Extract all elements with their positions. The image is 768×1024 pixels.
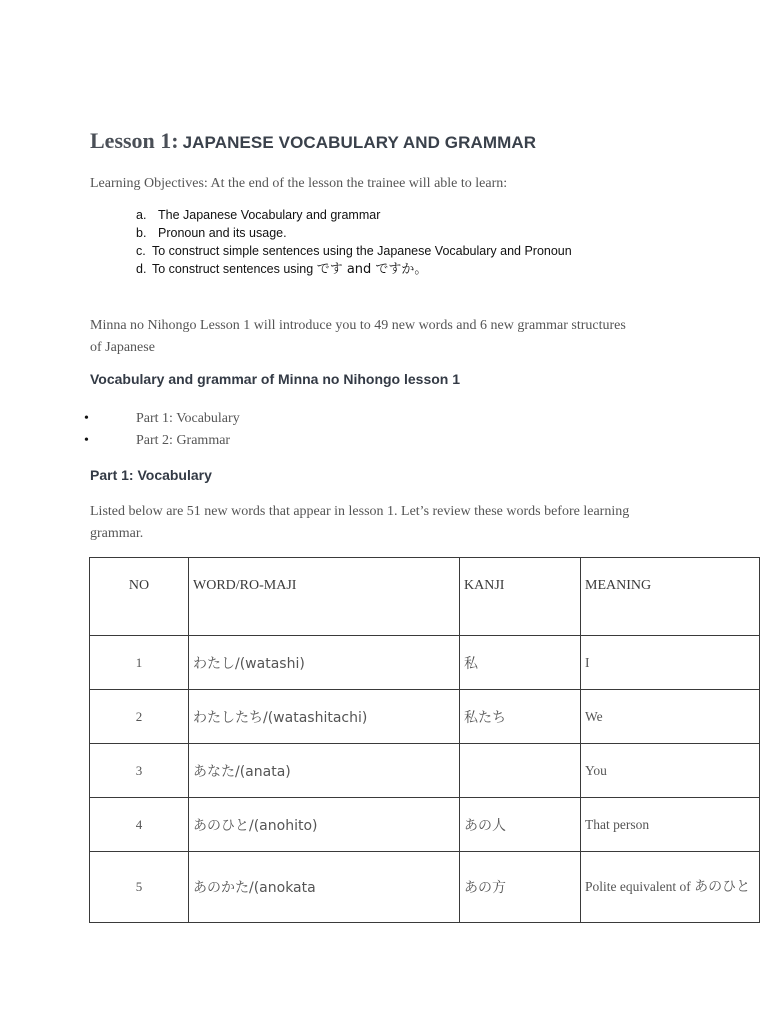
intro-paragraph — [90, 315, 690, 359]
bullet-icon: • — [84, 433, 89, 448]
column-header-no: NO — [90, 558, 189, 636]
objectives-intro: Learning Objectives: At the end of the lesson the trainee will able to learn: — [90, 176, 508, 191]
table-row — [90, 798, 760, 852]
objective-marker: a. — [136, 208, 147, 222]
cell-meaning: That person — [581, 798, 760, 852]
cell-word: あなた/(anata) — [189, 744, 460, 798]
objective-japanese-text: です and ですか。 — [316, 262, 428, 277]
lesson-number: Lesson 1: — [90, 128, 179, 153]
objective-marker: c. — [136, 244, 146, 258]
cell-kanji: 私たち — [460, 690, 581, 744]
cell-no: 3 — [90, 744, 189, 798]
objective-text: To construct simple sentences using the Japanese Vocabulary and Pronoun — [152, 244, 572, 258]
part1-intro-line: Listed below are 51 new words that appear in lesson 1. Let’s review these words before learning — [90, 504, 630, 519]
objective-text: The Japanese Vocabulary and grammar — [158, 208, 381, 222]
part1-intro-line: grammar. — [90, 526, 144, 541]
cell-kanji: あの方 — [460, 852, 581, 923]
cell-word: わたしたち/(watashitachi) — [189, 690, 460, 744]
objective-marker: d. — [136, 262, 147, 276]
cell-meaning: I — [581, 636, 760, 690]
cell-word: わたし/(watashi) — [189, 636, 460, 690]
part1-heading: Part 1: Vocabulary — [90, 467, 212, 483]
objective-item — [136, 242, 572, 260]
cell-word: あのかた/(anokata — [189, 852, 460, 923]
vocabulary-table — [89, 557, 760, 923]
cell-meaning — [581, 852, 760, 923]
table-row — [90, 690, 760, 744]
part-list-item — [84, 408, 240, 430]
cell-kanji: 私 — [460, 636, 581, 690]
table-row — [90, 636, 760, 690]
part-label: Part 1: Vocabulary — [136, 411, 240, 426]
cell-no: 2 — [90, 690, 189, 744]
cell-meaning-japanese: あのひと — [694, 879, 751, 895]
cell-meaning: We — [581, 690, 760, 744]
objective-marker: b. — [136, 226, 147, 240]
objectives-list — [136, 206, 572, 278]
cell-meaning: You — [581, 744, 760, 798]
parts-list — [84, 408, 240, 452]
column-header-word: WORD/RO-MAJI — [189, 558, 460, 636]
objective-item — [136, 224, 572, 242]
column-header-meaning: MEANING — [581, 558, 760, 636]
table-row — [90, 852, 760, 923]
objective-item — [136, 260, 572, 278]
bullet-icon: • — [84, 411, 89, 426]
cell-no: 1 — [90, 636, 189, 690]
objective-text: To construct sentences using — [152, 262, 314, 276]
objective-item — [136, 206, 572, 224]
cell-meaning-text: Polite equivalent of — [585, 879, 691, 894]
lesson-heading: JAPANESE VOCABULARY AND GRAMMAR — [182, 133, 537, 152]
lesson-title — [90, 128, 536, 154]
cell-kanji — [460, 744, 581, 798]
part-label: Part 2: Grammar — [136, 433, 231, 448]
part-list-item — [84, 430, 240, 452]
table-header-row — [90, 558, 760, 636]
section-heading: Vocabulary and grammar of Minna no Nihongo lesson 1 — [90, 371, 461, 387]
cell-word: あのひと/(anohito) — [189, 798, 460, 852]
cell-kanji: あの人 — [460, 798, 581, 852]
table-row — [90, 744, 760, 798]
objective-text: Pronoun and its usage. — [158, 226, 287, 240]
cell-no: 4 — [90, 798, 189, 852]
intro-paragraph-line: Minna no Nihongo Lesson 1 will introduce you to 49 new words and 6 new grammar structures — [90, 318, 626, 333]
part1-intro — [90, 501, 730, 545]
cell-no: 5 — [90, 852, 189, 923]
column-header-kanji: KANJI — [460, 558, 581, 636]
intro-paragraph-line: of Japanese — [90, 340, 155, 355]
